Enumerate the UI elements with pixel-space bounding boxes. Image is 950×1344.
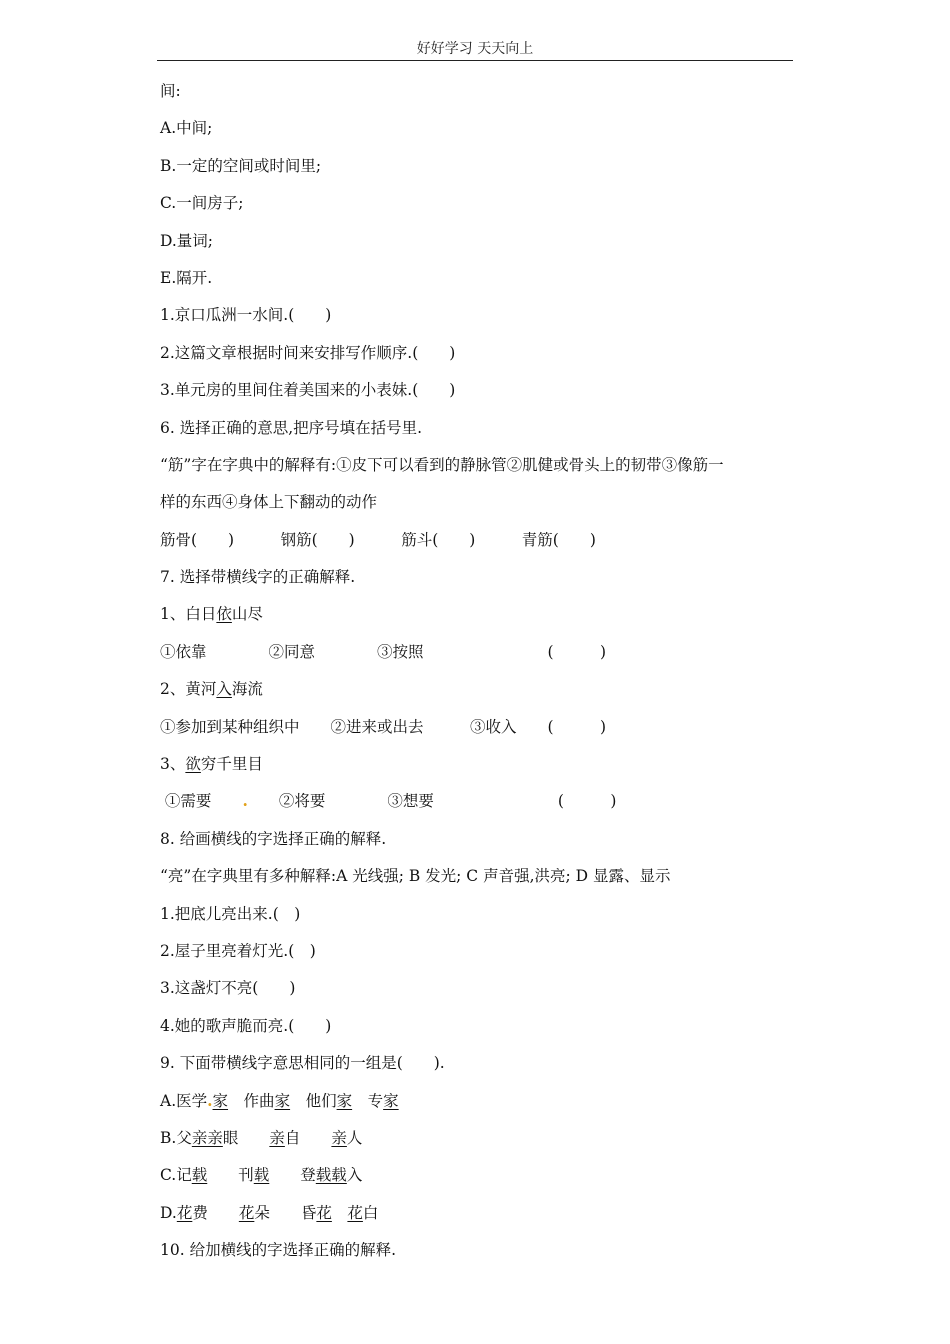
underlined-char: 载: [191, 1166, 208, 1185]
question-heading: 7. 选择带横线字的正确解释.: [160, 568, 356, 587]
text-line: “筋”字在字典中的解释有:①皮下可以看到的静脉管②肌健或骨头上的韧带③像筋一: [160, 455, 724, 474]
text-segment: 眼: [222, 1128, 270, 1147]
stray-mark: .: [207, 1090, 213, 1110]
question-line: 3.单元房的里间住着美国来的小表妹.( ): [160, 381, 456, 400]
choice-line: ①依靠 ②同意 ③按照 ( ): [160, 642, 607, 661]
question-line: 1.把底儿亮出来.( ): [160, 904, 301, 923]
text-segment: 人: [346, 1128, 363, 1147]
stray-mark: .: [242, 791, 248, 811]
text-segment: 作曲: [228, 1091, 275, 1110]
underlined-char: 家: [336, 1091, 353, 1110]
text-segment: 刊: [207, 1166, 254, 1185]
question-line: 3.这盏灯不亮( ): [160, 979, 296, 998]
question-line: 2.这篇文章根据时间来安排写作顺序.( ): [160, 343, 456, 362]
poem-line: [160, 750, 800, 787]
text-segment: 他们: [290, 1091, 337, 1110]
choice-line: [160, 787, 800, 824]
text-segment: 自: [284, 1128, 332, 1147]
option-b: [160, 1124, 800, 1161]
text-segment: 白: [362, 1203, 379, 1222]
underlined-char: 家: [274, 1091, 291, 1110]
text-segment: A.医学: [160, 1091, 208, 1110]
underlined-char: 花: [316, 1203, 332, 1222]
option-a: A.中间;: [160, 119, 213, 138]
header-rule: [157, 60, 793, 61]
underlined-char: 亲: [331, 1128, 347, 1147]
option-d: [160, 1199, 800, 1236]
underlined-char: 家: [383, 1091, 399, 1110]
text-segment: 费: [192, 1203, 239, 1222]
answer-blanks: 筋骨( ) 钢筋( ) 筋斗( ) 青筋( ): [160, 530, 596, 549]
underlined-char: 家: [212, 1091, 229, 1110]
text-segment: D.: [160, 1203, 177, 1222]
text-segment: 海流: [231, 680, 263, 699]
document-body: [160, 77, 800, 1274]
option-d: D.量词;: [160, 231, 214, 250]
option-b: B.一定的空间或时间里;: [160, 156, 322, 175]
option-c: [160, 1161, 800, 1198]
choice-line: ①参加到某种组织中 ②进来或出去 ③收入 ( ): [160, 717, 607, 736]
text-line: 间:: [160, 82, 181, 100]
text-segment: 专: [352, 1091, 384, 1110]
question-heading: 9. 下面带横线字意思相同的一组是( ).: [160, 1054, 445, 1073]
question-line: 2.屋子里亮着灯光.( ): [160, 941, 316, 960]
underlined-char: 依: [216, 605, 232, 624]
underlined-char: 亲亲: [191, 1128, 223, 1147]
text-segment: 朵 昏: [254, 1203, 317, 1222]
poem-line: [160, 600, 800, 637]
text-segment: 1、白日: [160, 605, 217, 624]
underlined-char: 入: [216, 680, 232, 699]
underlined-char: 载载: [315, 1166, 347, 1185]
poem-line: [160, 675, 800, 712]
question-heading: 8. 给画横线的字选择正确的解释.: [160, 829, 387, 848]
page-header: 好好学习 天天向上: [416, 41, 534, 57]
text-segment: 登: [269, 1166, 316, 1185]
text-segment: 3、: [160, 755, 186, 774]
text-segment: 入: [346, 1166, 363, 1185]
text-segment: 山尽: [231, 605, 263, 624]
text-segment: [332, 1204, 348, 1222]
question-line: 1.京口瓜洲一水间.( ): [160, 306, 332, 325]
underlined-char: 花: [238, 1203, 255, 1222]
option-e: E.隔开.: [160, 268, 213, 287]
option-c: C.一间房子;: [160, 194, 244, 213]
underlined-char: 花: [347, 1203, 363, 1222]
text-segment: C.记: [160, 1166, 192, 1185]
question-heading: 10. 给加横线的字选择正确的解释.: [160, 1241, 397, 1260]
underlined-char: 亲: [269, 1128, 285, 1147]
text-line: 样的东西④身体上下翻动的动作: [160, 493, 378, 512]
question-line: 4.她的歌声脆而亮.( ): [160, 1016, 332, 1035]
text-segment: B.父: [160, 1128, 192, 1147]
option-a: [160, 1087, 800, 1124]
text-segment: 2、黄河: [160, 680, 217, 699]
question-heading: 6. 选择正确的意思,把序号填在括号里.: [160, 418, 423, 437]
text-segment: ①需要: [160, 792, 243, 811]
underlined-char: 花: [176, 1203, 193, 1222]
text-line: “亮”在字典里有多种解释:A 光线强; B 发光; C 声音强,洪亮; D 显露、显示: [160, 867, 671, 886]
underlined-char: 载: [253, 1166, 270, 1185]
text-segment: ②将要 ③想要 ( ): [247, 792, 617, 811]
underlined-char: 欲: [185, 755, 201, 774]
text-segment: 穷千里目: [200, 755, 263, 774]
